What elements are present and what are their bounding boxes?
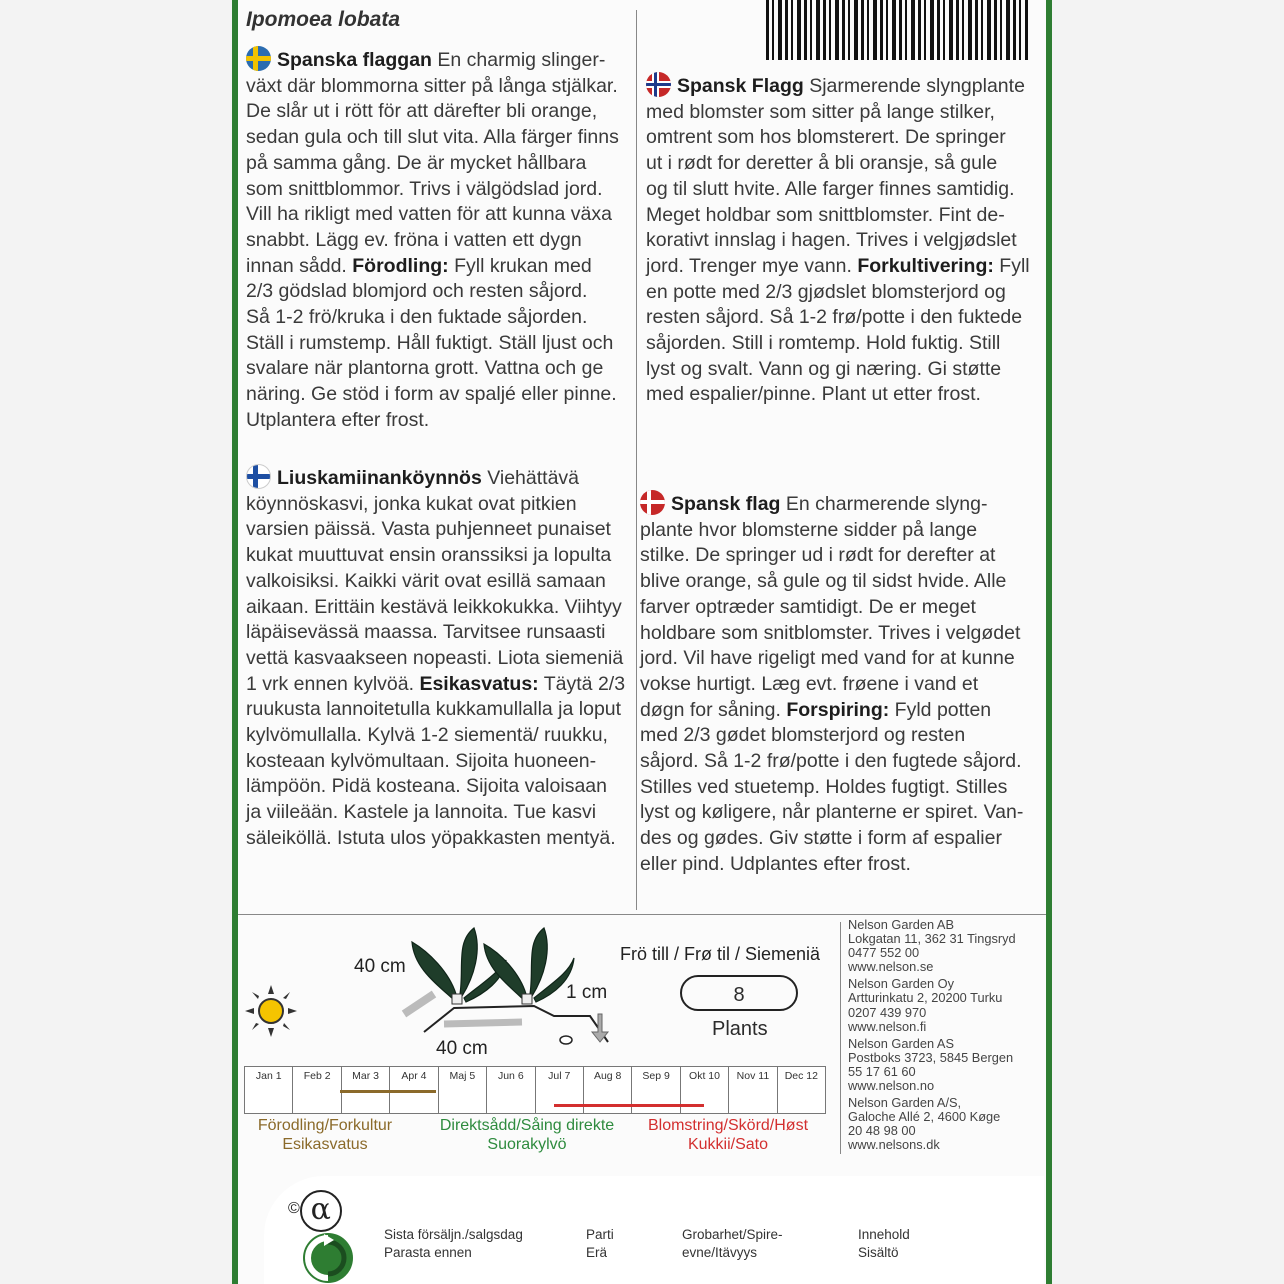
address-line: 0207 439 970 [848, 1004, 927, 1020]
calendar-month: Nov 11 [729, 1067, 777, 1113]
text-line: med blomster som sitter på lange stilker, [646, 100, 995, 123]
species-name: Ipomoea lobata [246, 8, 401, 31]
text-line: Vill ha rikligt med vatten för att kunna växa [246, 203, 612, 226]
address-line: www.nelsons.dk [848, 1137, 940, 1153]
text-line: blive orange, så gule og til sidst hvide. Alle [640, 570, 1007, 593]
address-line: www.nelson.no [848, 1078, 935, 1094]
address-line: Postboks 3723, 5845 Bergen [848, 1049, 1014, 1065]
address-line: Nelson Garden A/S, [848, 1095, 962, 1111]
calendar-month: Jul 7 [536, 1067, 584, 1113]
address-line: Artturinkatu 2, 20200 Turku [848, 990, 1003, 1006]
text-line: holdbare som snitblomster. Trives i velgødet [640, 621, 1021, 644]
calendar-month: Sep 9 [632, 1067, 680, 1113]
text-line: eller pind. Udplantes efter frost. [640, 852, 911, 875]
norwegian-text-block [646, 72, 1046, 408]
text-line: korativt innslag i hagen. Trives i velgjødslet [646, 229, 1017, 252]
text-line: aikaan. Erittäin kestävä leikkokukka. Viihtyy [246, 595, 622, 618]
text-line: jord. Trenger mye vann. Forkultivering: Fyll [646, 254, 1030, 277]
text-line: 1 vrk ennen kylvöä. Esikasvatus: Täytä 2/3 [246, 672, 626, 695]
address-line: 0477 552 00 [848, 945, 920, 961]
text-line: Sjarmerende slyngplante [803, 75, 1025, 97]
calendar-month: Okt 10 [681, 1067, 729, 1113]
address-line: Nelson Garden Oy [848, 976, 954, 992]
sowing-calendar [244, 1066, 826, 1114]
text-line: des og gødes. Giv støtte i form af espalier [640, 827, 1002, 850]
address-line: Nelson Garden AB [848, 917, 954, 932]
text-line: såjorden. Still i romtemp. Hold fuktig. Still [646, 332, 1001, 355]
text-line: läpäisevässä maassa. Tarvitsee runsaasti [246, 621, 606, 644]
address-line: 55 17 61 60 [848, 1063, 916, 1079]
text-line: omtrent som hos blomsterert. De springer [646, 126, 1006, 149]
text-line: ruukusta lannoitetulla kukkamullalla ja loput [246, 698, 622, 721]
text-line: en potte med 2/3 gjødslet blomsterjord og [646, 280, 1006, 303]
section-divider [238, 914, 1046, 915]
legend-bloom-harvest: Blomstring/Skörd/Høst Kukkii/Sato [647, 1117, 809, 1153]
spacing-bottom-label: 40 cm [436, 1038, 488, 1059]
swedish-text-block [246, 46, 636, 434]
calendar-month: Dec 12 [784, 1070, 818, 1082]
text-line: lämpöön. Pidä kosteana. Sijoita valoisaan [246, 775, 607, 798]
text-line: resten såjord. Så 1-2 frø/potte i den fuktede [646, 306, 1023, 329]
text-line: lyst og køligere, når planterne er spiret. Van- [640, 801, 1024, 824]
text-line: En charmerende slyng- [780, 493, 988, 515]
text-line: De slår ut i rött för att därefter bli orange, [246, 100, 598, 123]
column-divider [636, 10, 637, 910]
alpha-symbol: © α [288, 1190, 342, 1232]
text-line: farver optræder samtidigt. De er meget [640, 595, 976, 618]
calendar-month: Jun 6 [487, 1067, 535, 1113]
legend-preculture: Förodling/Forkultur Esikasvatus [257, 1117, 393, 1153]
swedish-title: Spanska flaggan [277, 49, 432, 71]
text-line: med 2/3 gødet blomsterjord og resten [640, 724, 966, 747]
finnish-flag-icon [246, 464, 271, 489]
text-line: plante hvor blomsterne sidder på lange [640, 518, 978, 541]
text-line: innan sådd. Förodling: Fyll krukan med [246, 254, 592, 277]
text-line: døgn for såning. Forspiring: Fyld potten [640, 698, 992, 721]
text-line: växt där blommorna sitter på långa stjälkar. [246, 74, 618, 97]
text-line: ut i rødt for deretter å bli oransje, så gule [646, 152, 998, 175]
company-addresses [848, 918, 1016, 1153]
text-line: Viehättävä [481, 467, 580, 489]
text-line: stilke. De springer ud i rødt for derefter at [640, 544, 996, 567]
preculture-period-bar [340, 1090, 436, 1093]
text-line: på samma gång. De är mycket hållbara [246, 151, 587, 174]
address-divider [840, 922, 841, 1154]
text-line: svalare när plantorna grott. Vattna och ge [246, 357, 604, 380]
text-line: kylvömullalla. Kylvä 1-2 siementä/ ruukku, [246, 724, 608, 747]
calendar-month: Maj 5 [439, 1067, 487, 1113]
calendar-month: Apr 4 [390, 1067, 438, 1113]
calendar-month: Feb 2 [293, 1067, 341, 1113]
copyright-icon: © [288, 1200, 300, 1217]
text-line: Utplantera efter frost. [246, 408, 430, 431]
finnish-text-block [246, 464, 636, 852]
text-line: Stilles ved stuetemp. Holdes fugtigt. Stilles [640, 775, 1008, 798]
text-line: Meget holdbar som snittblomster. Fint de- [646, 203, 1005, 226]
text-line: Så 1-2 frö/kruka i den fuktade såjorden. [246, 306, 588, 329]
seed-unit: Plants [712, 1018, 768, 1040]
text-line: som snittblommor. Trivs i välgödslad jord. [246, 177, 603, 200]
text-line: vokse hurtigt. Læg evt. frøene i vand et [640, 672, 979, 695]
text-line: varsien päissä. Vasta puhjenneet punaiset [246, 518, 611, 541]
text-line: lyst og svalt. Vann og gi næring. Gi støtte [646, 357, 1002, 380]
address-line: Nelson Garden AS [848, 1035, 954, 1051]
text-line: valkoisiksi. Kaikki värit ovat esillä samaan [246, 569, 606, 592]
text-line: vettä kasvaakseen nopeasti. Liota siemeniä [246, 646, 624, 669]
address-line: Lokgatan 11, 362 31 Tingsryd [848, 931, 1016, 947]
text-line: og til slutt hvite. Alle farger finnes samtidig. [646, 177, 1015, 200]
bloom-period-bar [554, 1104, 704, 1107]
calendar-month: Aug 8 [584, 1067, 632, 1113]
text-line: Ställ i rumstemp. Håll fuktigt. Ställ ljust och [246, 331, 614, 354]
barcode [766, 0, 1028, 60]
calendar-month: Jan 1 [245, 1067, 293, 1113]
address-line: Galoche Allé 2, 4600 Køge [848, 1109, 1001, 1125]
legend-direct-sow: Direktsådd/Såing direkte Suorakylvö [439, 1117, 615, 1153]
text-line: sedan gula och till slut vita. Alla färger finns [246, 126, 619, 149]
text-line: ja viileään. Kastele ja lannoita. Tue kasvi [246, 801, 597, 824]
batch-label: Parti Erä [586, 1227, 614, 1260]
danish-title: Spansk flag [671, 493, 781, 515]
text-line: säleiköllä. Istuta ulos yöpakkasten mentyä. [246, 826, 616, 849]
text-line: snabbt. Lägg ev. fröna i vatten ett dygn [246, 228, 582, 251]
danish-text-block [640, 490, 1040, 878]
calendar-month: Mar 3 [342, 1067, 390, 1113]
address-line: www.nelson.se [848, 959, 934, 975]
finnish-title: Liuskamiinanköynnös [277, 467, 482, 489]
text-line: 2/3 gödslad blomjord och resten såjord. [246, 280, 588, 303]
text-line: köynnöskasvi, jonka kukat ovat pitkien [246, 492, 577, 515]
danish-flag-icon [640, 490, 665, 515]
sowing-depth-label: 1 cm [566, 982, 608, 1003]
norwegian-flag-icon [646, 72, 671, 97]
swedish-flag-icon [246, 46, 271, 71]
address-line: 20 48 98 00 [848, 1123, 916, 1139]
green-dot-recycling-icon [302, 1232, 354, 1284]
bottom-panel [264, 1176, 1044, 1284]
text-line: kosteaan kylvömultaan. Sijoita huoneen- [246, 749, 597, 772]
germination-label: Grobarhet/Spire- evne/Itävyys [682, 1227, 783, 1260]
full-sun-icon [244, 984, 298, 1038]
seeds-for-label: Frö till / Frø til / Siemeniä [620, 944, 821, 964]
sell-by-label: Sista försäljn./salgsdag Parasta ennen [384, 1227, 523, 1260]
text-line: jord. Vil have rigeligt med vand for at kunne [640, 647, 1015, 670]
text-line: En charmig slinger- [431, 49, 606, 71]
contents-label: Innehold Sisältö [858, 1227, 910, 1260]
spacing-top-label: 40 cm [354, 956, 406, 977]
address-line: www.nelson.fi [848, 1018, 927, 1034]
norwegian-title: Spansk Flagg [677, 75, 804, 97]
text-line: såjord. Så 1-2 frø/potte i den fugtede såjord. [640, 750, 1022, 773]
text-line: näring. Ge stöd i form av spaljé eller pinne. [246, 383, 617, 406]
seed-count: 8 [680, 975, 798, 1011]
text-line: kukat muuttuvat ensin oranssiksi ja lopulta [246, 544, 612, 567]
text-line: med espalier/pinne. Plant ut etter frost. [646, 383, 981, 406]
